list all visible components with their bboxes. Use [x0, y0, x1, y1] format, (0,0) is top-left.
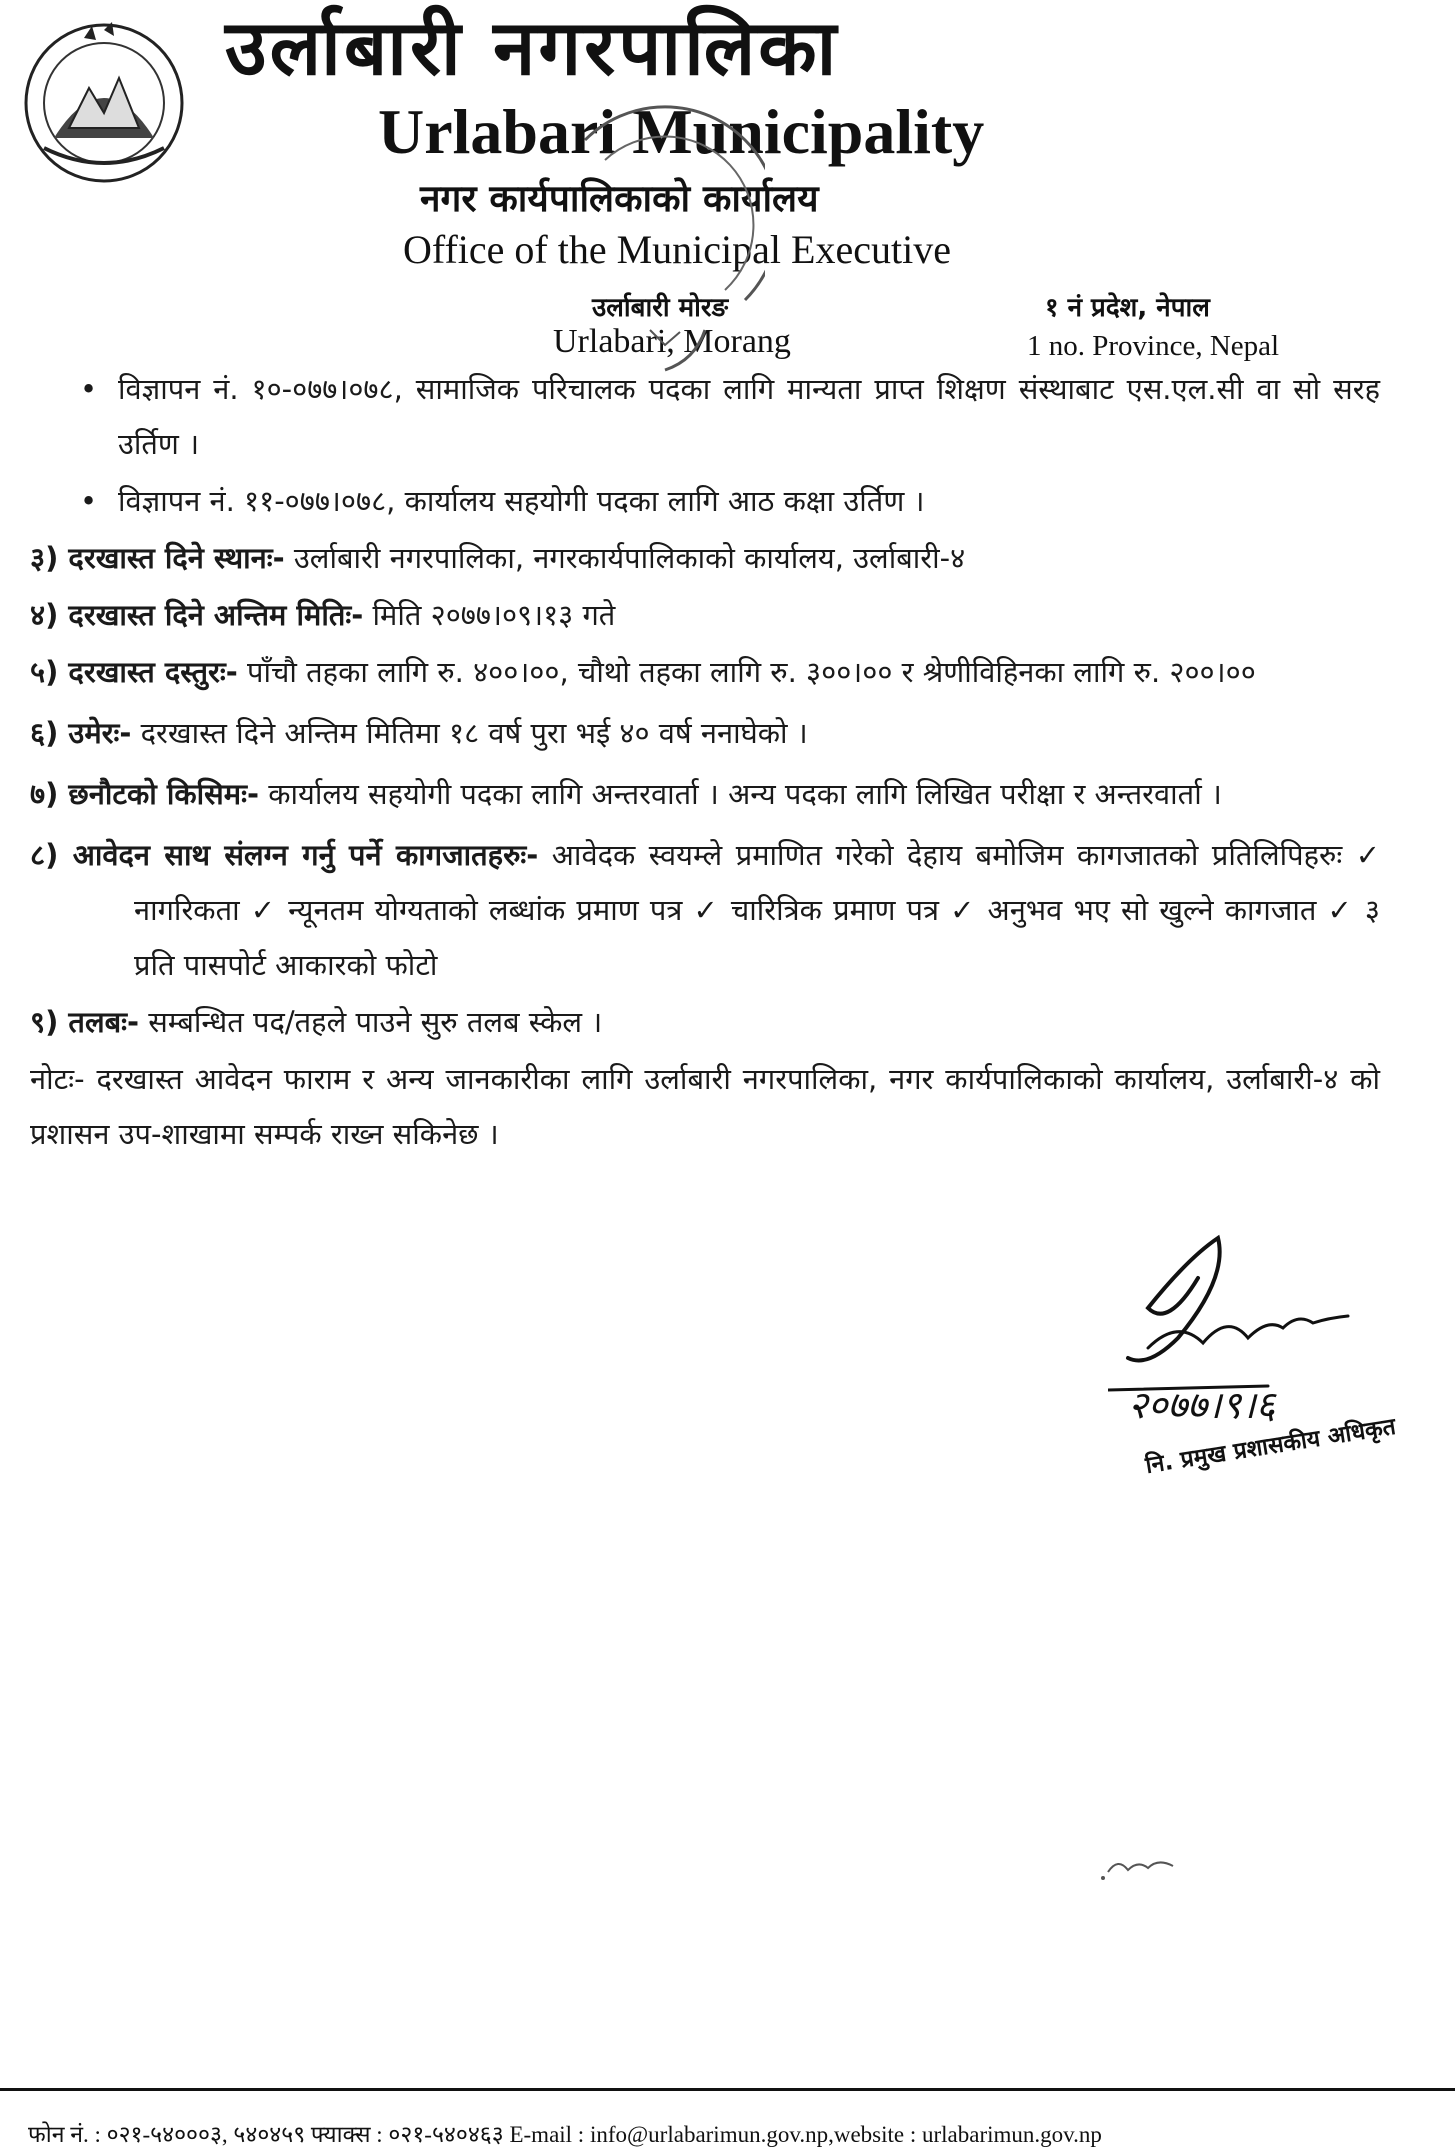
address-nepali: उर्लाबारी मोरङ	[592, 293, 729, 323]
item-text: कार्यालय सहयोगी पदका लागि अन्तरवार्ता । अन्य पदका लागि लिखित परीक्षा र अन्तरवार्ता ।	[259, 777, 1222, 811]
item-label: ७) छनौटको किसिमः-	[30, 777, 259, 811]
item-text: मिति २०७७।०९।१३ गते	[363, 598, 616, 632]
footer-divider	[0, 2088, 1455, 2091]
item-label: ६) उमेरः-	[30, 716, 132, 750]
office-title-nepali: नगर कार्यपालिकाको कार्यालय	[420, 177, 819, 220]
numbered-item	[30, 531, 1380, 586]
item-label: ३) दरखास्त दिने स्थानः-	[30, 541, 285, 575]
numbered-item	[30, 995, 1380, 1050]
municipality-title-english: Urlabari Municipality	[378, 96, 985, 167]
office-stamp-icon	[555, 100, 765, 400]
bullet-text: विज्ञापन नं. ११-०७७।०७८, कार्यालय सहयोगी पदका लागि आठ कक्षा उर्तिण ।	[118, 484, 925, 518]
numbered-item	[30, 828, 1380, 993]
item-label: ८) आवेदन साथ संलग्न गर्नु पर्ने कागजातहरुः-	[30, 838, 539, 872]
office-title-english: Office of the Municipal Executive	[403, 227, 951, 272]
handwritten-signature-icon	[1108, 1218, 1408, 1433]
numbered-item	[30, 645, 1380, 700]
numbered-item	[30, 767, 1380, 822]
item-label: ९) तलबः-	[30, 1005, 140, 1039]
province-english: 1 no. Province, Nepal	[1027, 330, 1280, 362]
bullet-text: विज्ञापन नं. १०-०७७।०७८, सामाजिक परिचालक पदका लागि मान्यता प्राप्त शिक्षण संस्थाबाट एस.एल.सी वा सो सरह उर्तिण ।	[118, 372, 1380, 461]
item-text: उर्लाबारी नगरपालिका, नगरकार्यपालिकाको कार्यालय, उर्लाबारी-४	[284, 541, 966, 575]
signature-date: २०७७।९।६	[1128, 1383, 1276, 1427]
province-nepali: १ नं प्रदेश, नेपाल	[1045, 293, 1210, 323]
bullet-icon: •	[80, 372, 98, 406]
municipality-emblem-icon	[14, 18, 194, 188]
municipality-title-nepali: उर्लाबारी नगरपालिका	[225, 3, 840, 92]
list-item	[30, 474, 1380, 529]
item-text: दरखास्त दिने अन्तिम मितिमा १८ वर्ष पुरा भई ४० वर्ष ननाघेको ।	[131, 716, 808, 750]
item-label: ५) दरखास्त दस्तुरः-	[30, 655, 238, 689]
item-text: आवेदक स्वयम्ले प्रमाणित गरेको देहाय बमोजिम कागजातको प्रतिलिपिहरुः ✓ नागरिकता ✓ न्यूनतम योग्यताको लब्धांक प्रमाण पत्र ✓ चारित्रिक प्रमाण पत्र ✓ अनुभव भए सो खुल्ने कागजात ✓ ३ प्रति पासपोर्ट आकारको फोटो	[134, 838, 1380, 982]
initial-mark-icon	[1098, 1852, 1188, 1882]
numbered-item	[30, 588, 1380, 643]
footer-contact: फोन नं. : ०२१-५४०००३, ५४०४५९ फ्याक्स : ०२१-५४०४६३ E-mail : info@urlabarimun.gov.np,website : urlabarimun.gov.np	[28, 2122, 1102, 2147]
list-item	[30, 362, 1380, 472]
numbered-item	[30, 706, 1380, 761]
officer-title: नि. प्रमुख प्रशासकीय अधिकृत	[1143, 1413, 1398, 1480]
item-label: ४) दरखास्त दिने अन्तिम मितिः-	[30, 598, 364, 632]
bullet-icon: •	[80, 484, 98, 518]
item-text: सम्बन्धित पद/तहले पाउने सुरु तलब स्केल ।	[139, 1005, 603, 1039]
note-paragraph: नोटः- दरखास्त आवेदन फाराम र अन्य जानकारीका लागि उर्लाबारी नगरपालिका, नगर कार्यपालिकाको कार्यालय, उर्लाबारी-४ को प्रशासन उप-शाखामा सम्पर्क राख्न सकिनेछ ।	[30, 1062, 1380, 1151]
notice-body	[30, 362, 1380, 1162]
item-text: पाँचौ तहका लागि रु. ४००।००, चौथो तहका लागि रु. ३००।०० र श्रेणीविहिनका लागि रु. २००।००	[237, 655, 1256, 689]
address-english: Urlabari, Morang	[553, 323, 791, 360]
